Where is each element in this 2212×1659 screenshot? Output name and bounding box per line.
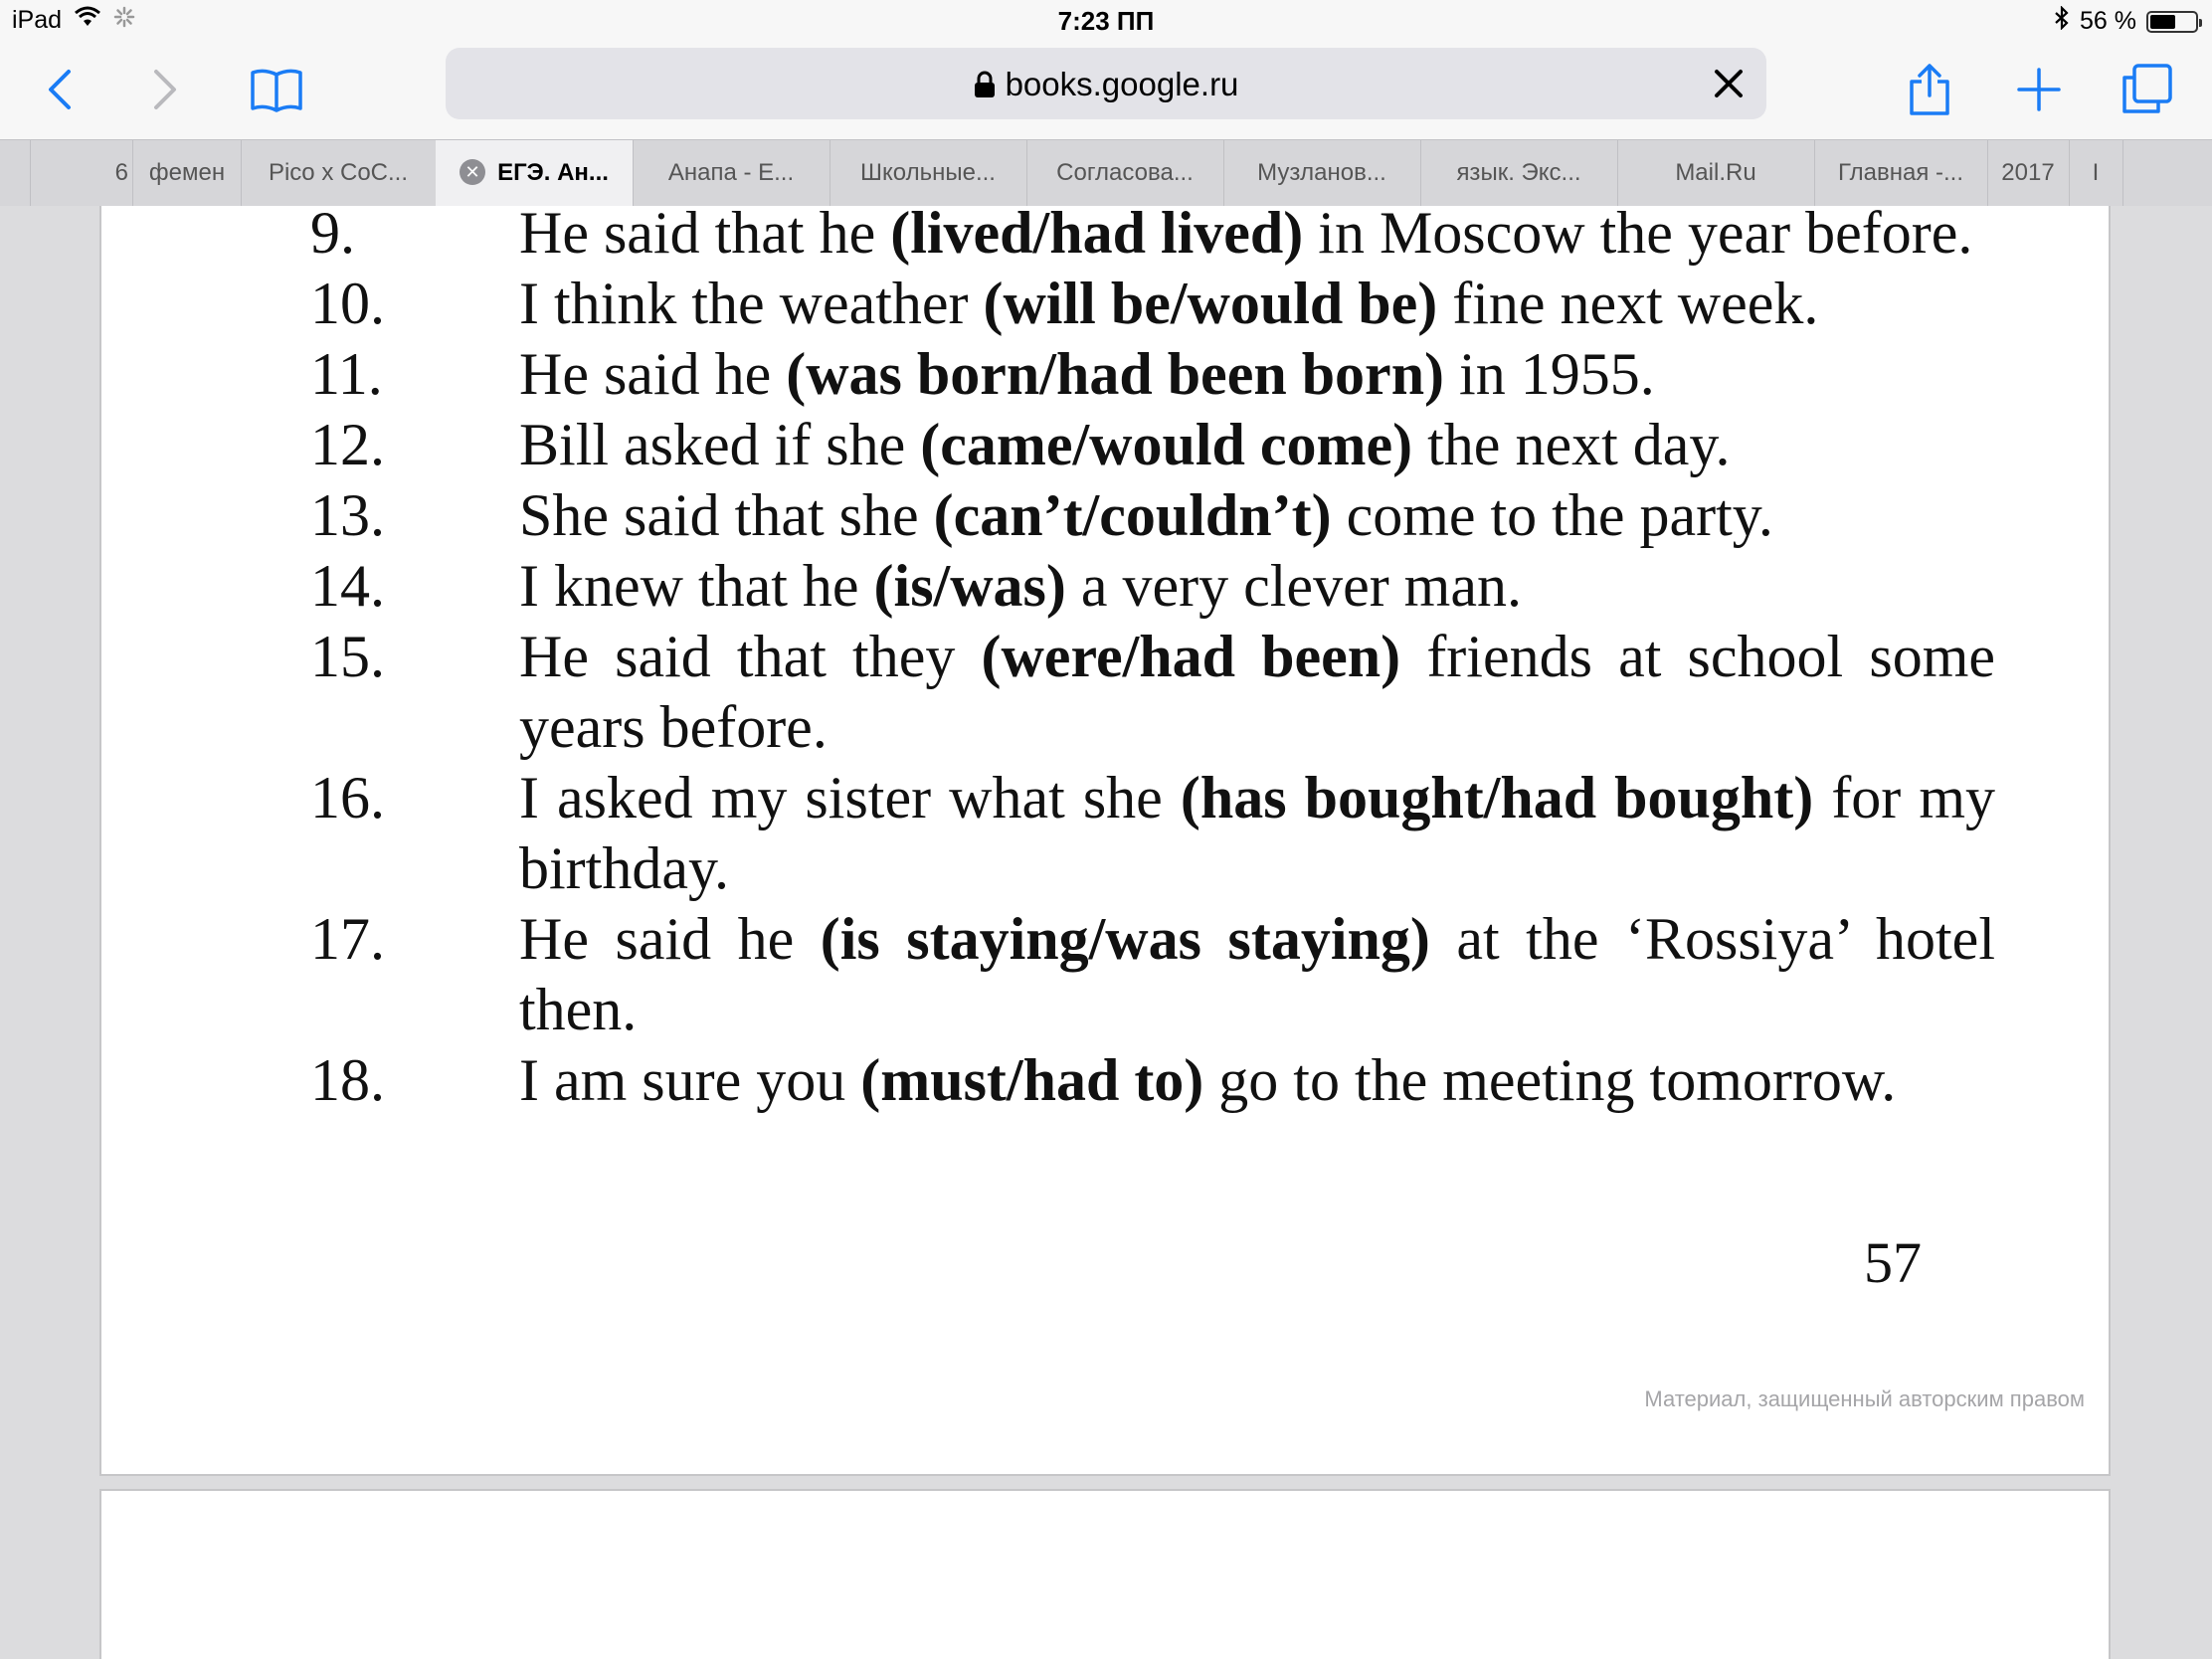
item-number: 15. (310, 624, 385, 689)
item-text: friends at school some years before. (519, 624, 1995, 760)
exercise-list (310, 206, 1995, 1116)
item-number: 16. (310, 765, 385, 830)
close-tab-icon[interactable]: ✕ (460, 159, 485, 185)
tab-3[interactable] (241, 140, 437, 206)
item-number: 14. (310, 553, 385, 619)
lock-icon (974, 69, 996, 106)
tab-label: 6 (114, 159, 128, 186)
exercise-item (310, 480, 1995, 551)
tab-placeholder (0, 140, 31, 206)
tabs-overview-button[interactable] (2115, 58, 2178, 121)
item-text: He said he (519, 341, 787, 407)
copyright-notice: Материал, защищенный авторским правом (1644, 1386, 2085, 1411)
tab-label: Школьные... (860, 159, 996, 186)
item-number: 13. (310, 482, 385, 548)
exercise-item (310, 206, 1995, 269)
battery-percent: 56 % (2080, 7, 2136, 35)
item-choice: (was born/had been born) (786, 341, 1445, 407)
item-number: 18. (310, 1047, 385, 1113)
tab-10[interactable] (1617, 140, 1815, 206)
tabs-icon (2119, 62, 2174, 117)
address-bar[interactable] (446, 48, 1766, 119)
tab-7[interactable] (1026, 140, 1224, 206)
item-text: He said he (519, 906, 821, 972)
item-text: He said that they (519, 624, 982, 689)
tab-8[interactable] (1223, 140, 1421, 206)
item-choice: (came/would come) (920, 412, 1413, 477)
close-icon (1709, 64, 1749, 103)
clock: 7:23 ПП (1057, 6, 1155, 36)
item-choice: (can’t/couldn’t) (933, 482, 1332, 548)
book-icon (249, 67, 304, 112)
item-choice: (is/was) (873, 553, 1066, 619)
item-choice: (lived/had lived) (890, 206, 1304, 266)
tab-label: язык. Экс... (1456, 159, 1581, 186)
bookmarks-button[interactable] (237, 58, 316, 121)
book-page (99, 206, 2111, 1476)
item-text: a very clever man. (1065, 553, 1522, 619)
tab-placeholder (2122, 140, 2212, 206)
item-number: 11. (310, 341, 383, 407)
tab-label: Pico x CoC... (268, 159, 409, 186)
page-number: 57 (1864, 1230, 1922, 1295)
item-choice: (is staying/was staying) (820, 906, 1430, 972)
chevron-left-icon (45, 68, 75, 111)
tab-label: Анапа - Е... (667, 159, 795, 186)
item-number: 17. (310, 906, 385, 972)
browser-toolbar (0, 40, 2212, 139)
exercise-item (310, 622, 1995, 763)
item-choice: (must/had to) (860, 1047, 1204, 1113)
tab-label: ЕГЭ. Ан... (497, 159, 609, 186)
exercise-item (310, 269, 1995, 339)
share-button[interactable] (1898, 58, 1961, 121)
tab-9[interactable] (1420, 140, 1618, 206)
tab-12[interactable] (1987, 140, 2070, 206)
tab-1[interactable] (30, 140, 133, 206)
item-choice: (has bought/had bought) (1180, 765, 1814, 830)
item-text: I am sure you (519, 1047, 861, 1113)
new-tab-button[interactable] (2007, 58, 2071, 121)
forward-button[interactable] (133, 58, 197, 121)
item-text: Bill asked if she (519, 412, 921, 477)
item-text: She said that she (519, 482, 934, 548)
chevron-right-icon (150, 68, 180, 111)
tab-11[interactable] (1814, 140, 1988, 206)
item-text: I think the weather (519, 271, 984, 336)
item-choice: (will be/would be) (983, 271, 1438, 336)
item-text: go to the meeting tomorrow. (1203, 1047, 1897, 1113)
exercise-item (310, 904, 1995, 1045)
item-text: in 1955. (1444, 341, 1655, 407)
item-text: fine next week. (1437, 271, 1819, 336)
plus-icon (2015, 66, 2063, 113)
exercise-item (310, 339, 1995, 410)
item-number: 12. (310, 412, 385, 477)
tab-label: I (2092, 159, 2100, 186)
tab-6[interactable] (830, 140, 1027, 206)
tab-label: фемен (148, 159, 226, 186)
item-number: 10. (310, 271, 385, 336)
item-choice: (were/had been) (981, 624, 1401, 689)
item-text: I asked my sister what she (519, 765, 1181, 830)
item-text: for my birthday. (519, 765, 1996, 901)
item-text: I knew that he (519, 553, 874, 619)
tab-label: Главная -... (1837, 159, 1963, 186)
tab-label: Музланов... (1257, 159, 1386, 186)
tab-label: Согласова... (1056, 159, 1194, 186)
item-text: the next day. (1412, 412, 1731, 477)
next-book-page (99, 1489, 2111, 1659)
exercise-item (310, 410, 1995, 480)
book-viewer[interactable] (0, 206, 2212, 1659)
tab-bar (0, 139, 2212, 207)
tab-label: 2017 (2001, 159, 2055, 186)
url-text: books.google.ru (1005, 66, 1239, 102)
exercise-item (310, 763, 1995, 904)
item-text: in Moscow the year before. (1303, 206, 1973, 266)
exercise-item (310, 1045, 1995, 1116)
device-name: iPad (12, 6, 63, 34)
battery-icon (2146, 11, 2198, 33)
item-text: come to the party. (1331, 482, 1773, 548)
tab-label: Mail.Ru (1675, 159, 1756, 186)
item-text: at the ‘Rossiya’ hotel then. (519, 906, 1995, 1042)
item-number: 9. (310, 206, 355, 266)
item-text: He said that he (519, 206, 891, 266)
tab-4-active[interactable] (436, 140, 634, 206)
tab-13[interactable] (2069, 140, 2123, 206)
share-icon (1906, 62, 1953, 117)
bluetooth-icon (2054, 6, 2070, 37)
stop-loading-button[interactable] (1709, 64, 1749, 103)
tab-2[interactable] (133, 140, 242, 206)
tab-5[interactable] (633, 140, 830, 206)
back-button[interactable] (28, 58, 92, 121)
status-bar (0, 0, 2212, 40)
exercise-item (310, 551, 1995, 622)
